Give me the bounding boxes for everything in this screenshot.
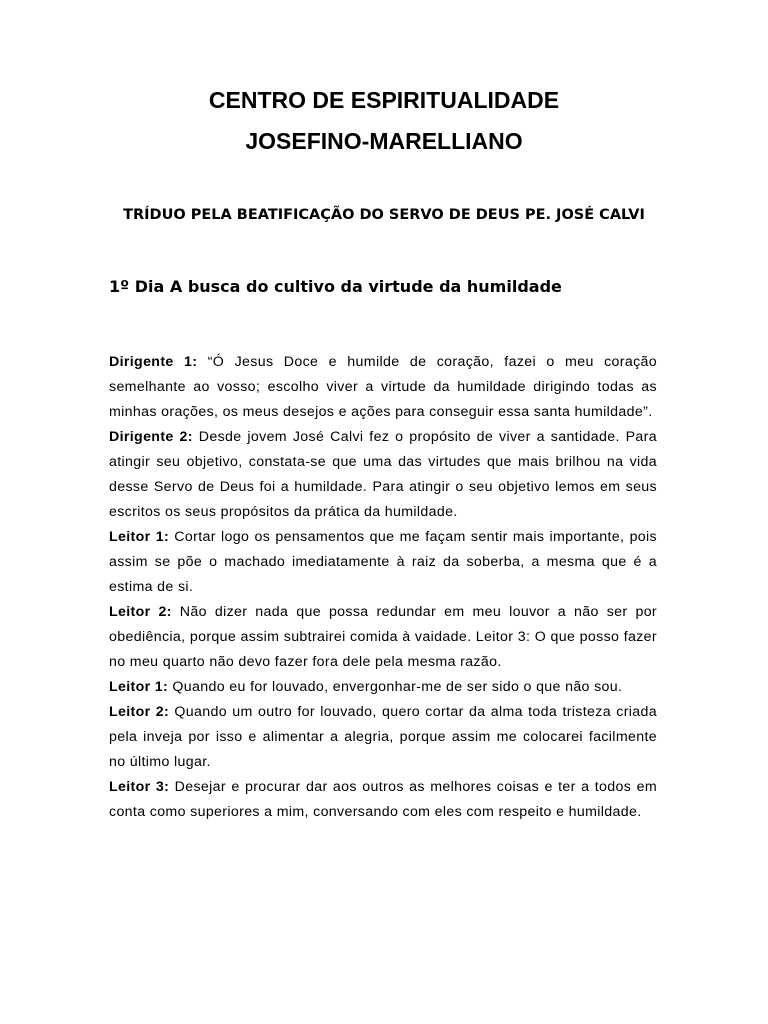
speaker-label: Leitor 1: (109, 679, 169, 695)
speaker-label: Leitor 2: (109, 704, 170, 720)
paragraph-text: Quando um outro for louvado, quero cortar da alma toda tristeza criada pela inveja por isso e alimentar a alegria, porque assim me colocarei facilmente no último lugar. (109, 704, 657, 770)
speaker-label: Leitor 2: (109, 604, 172, 620)
paragraph-leitor-2-second (109, 700, 657, 775)
paragraph-leitor-2 (109, 600, 657, 675)
paragraph-text: Desejar e procurar dar aos outros as melhores coisas e ter a todos em conta como superiores a mim, conversando com eles com respeito e humildade. (109, 779, 657, 820)
paragraph-text: Não dizer nada que possa redundar em meu louvor a não ser por obediência, porque assim subtrairei comida à vaidade. Leitor 3: O que posso fazer no meu quarto não devo fazer fora dele pela mesma razão. (109, 604, 658, 670)
speaker-label: Dirigente 1: (109, 354, 198, 370)
title-line-1: CENTRO DE ESPIRITUALIDADE (208, 87, 560, 113)
paragraph-text: Quando eu for louvado, envergonhar-me de ser sido o que não sou. (168, 679, 623, 695)
subtitle: TRÍDUO PELA BEATIFICAÇÃO DO SERVO DE DEUS PE. JOSÉ CALVI (123, 207, 645, 223)
paragraph-dirigente-2 (109, 425, 657, 525)
body-text (109, 350, 657, 825)
paragraph-text: “Ó Jesus Doce e humilde de coração, fazei o meu coração semelhante ao vosso; escolho viver a virtude da humildade dirigindo todas as minhas orações, os meus desejos e ações para conseguir essa santa humildade”. (109, 354, 657, 420)
title-line-2: JOSEFINO-MARELLIANO (245, 128, 523, 154)
paragraph-leitor-1-second (109, 675, 657, 700)
paragraph-leitor-3 (109, 775, 657, 825)
paragraph-text: Desde jovem José Calvi fez o propósito de viver a santidade. Para atingir seu objetivo, constata-se que uma das virtudes que mais brilhou na vida desse Servo de Deus foi a humildade. Para atingir o seu objetivo lemos em seus escritos os seus propósitos da prática da humildade. (109, 429, 657, 520)
paragraph-text: Cortar logo os pensamentos que me façam sentir mais importante, pois assim se põe o machado imediatamente à raiz da soberba, a mesma que é a estima de si. (109, 529, 657, 595)
speaker-label: Leitor 3: (109, 779, 170, 795)
paragraph-leitor-1 (109, 525, 657, 600)
speaker-label: Leitor 1: (109, 529, 170, 545)
speaker-label: Dirigente 2: (109, 429, 193, 445)
paragraph-dirigente-1 (109, 350, 657, 425)
day-heading: 1º Dia A busca do cultivo da virtude da humildade (109, 277, 562, 296)
